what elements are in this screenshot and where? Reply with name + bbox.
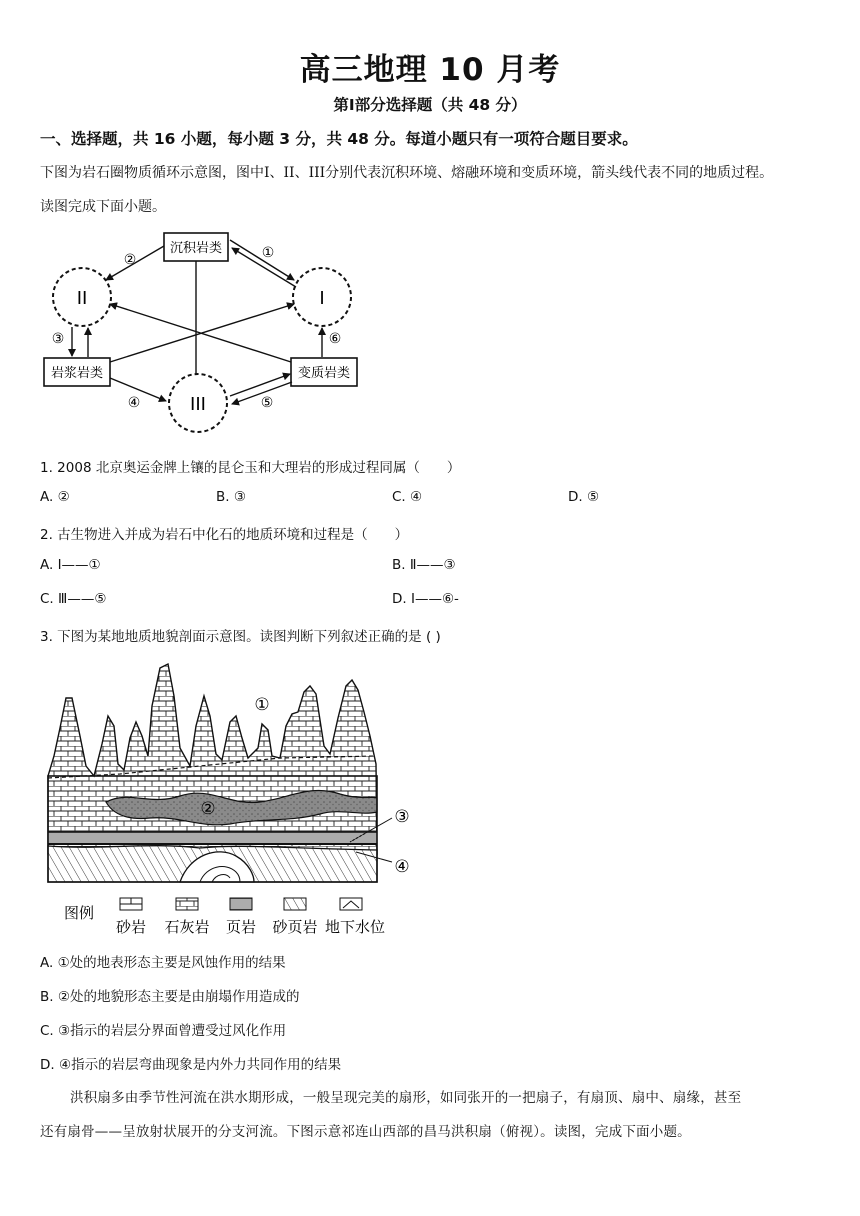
question-2-option-d[interactable]: D. I——⑥- — [392, 591, 459, 607]
geologic-profile-diagram — [40, 656, 420, 938]
sedimentary-label: 沉积岩类 — [169, 241, 223, 256]
question-3-option-b[interactable]: B. ②处的地貌形态主要是由崩塌作用造成的 — [40, 989, 300, 1005]
legend-swatch-shale — [230, 898, 252, 910]
process-label-4: ④ — [127, 395, 141, 411]
environment-label-2: II — [76, 288, 88, 309]
process-label-6: ⑥ — [328, 331, 342, 347]
question-2-option-b[interactable]: B. Ⅱ——③ — [392, 557, 456, 573]
environment-label-3: III — [190, 394, 206, 415]
process-label-2: ② — [123, 252, 137, 268]
passage-line2: 还有扇骨——呈放射状展开的分支河流。下图示意祁连山西部的昌马洪积扇（俯视）。读图，完成下面小题。 — [40, 1124, 691, 1140]
rock-cycle-diagram — [38, 226, 368, 438]
profile-label-4: ④ — [394, 857, 410, 877]
environment-label-1: I — [319, 288, 325, 309]
intro-text-line2: 读图完成下面小题。 — [40, 199, 166, 215]
legend-label-watertable: 地下水位 — [324, 918, 386, 936]
profile-label-1: ① — [254, 695, 270, 715]
magmatic-label: 岩浆岩类 — [50, 366, 104, 381]
shale-layer — [48, 832, 377, 844]
legend-label-shale: 页岩 — [225, 918, 257, 936]
legend-swatch-limestone — [176, 898, 198, 910]
question-3-option-d[interactable]: D. ④指示的岩层弯曲现象是内外力共同作用的结果 — [40, 1057, 342, 1073]
question-1-stem: 1. 2008 北京奥运金牌上镶的昆仑玉和大理岩的形成过程同属（ ） — [40, 460, 461, 476]
process-label-5: ⑤ — [260, 395, 274, 411]
question-1-option-c[interactable]: C. ④ — [392, 489, 423, 505]
intro-text-line1: 下图为岩石圈物质循环示意图，图中I、II、III分别代表沉积环境、熔融环境和变质环境，箭头线代表不同的地质过程。 — [40, 165, 774, 181]
question-3-option-c[interactable]: C. ③指示的岩层分界面曾遭受过风化作用 — [40, 1023, 287, 1039]
question-2-option-c[interactable]: C. Ⅲ——⑤ — [40, 591, 107, 607]
legend-title: 图例 — [64, 904, 95, 922]
legend-label-limestone: 石灰岩 — [164, 918, 210, 936]
question-3-stem: 3. 下图为某地地质地貌剖面示意图。读图判断下列叙述正确的是 ( ) — [40, 629, 441, 645]
section-heading: 一、选择题，共 16 小题，每小题 3 分，共 48 分。每道小题只有一项符合题目要求。 — [40, 130, 638, 148]
profile-label-3: ③ — [394, 807, 410, 827]
metamorphic-label: 变质岩类 — [297, 366, 351, 381]
profile-label-2: ② — [200, 799, 216, 819]
arrow-iii-to-meta — [230, 374, 290, 396]
process-label-1: ① — [261, 245, 275, 261]
question-1-option-d[interactable]: D. ⑤ — [568, 489, 600, 505]
legend-label-sandshale: 砂页岩 — [272, 918, 318, 936]
question-1-option-b[interactable]: B. ③ — [216, 489, 246, 505]
question-2-option-a[interactable]: A. I——① — [40, 557, 101, 573]
question-3-option-a[interactable]: A. ①处的地表形态主要是风蚀作用的结果 — [40, 955, 286, 971]
process-label-3: ③ — [51, 331, 65, 347]
karst-peaks — [48, 664, 377, 854]
legend-swatch-sandshale — [284, 898, 306, 910]
passage-line1: 洪积扇多由季节性河流在洪水期形成，一般呈现完美的扇形，如同张开的一把扇子，有扇顶、扇中、扇缘，甚至 — [70, 1090, 742, 1106]
question-2-stem: 2. 古生物进入并成为岩石中化石的地质环境和过程是（ ） — [40, 527, 409, 543]
question-1-option-a[interactable]: A. ② — [40, 489, 70, 505]
page-title: 高三地理 10 月考 — [299, 52, 561, 88]
legend-label-sandstone: 砂岩 — [115, 918, 147, 936]
part-subtitle: 第Ⅰ部分选择题（共 48 分） — [333, 96, 527, 114]
